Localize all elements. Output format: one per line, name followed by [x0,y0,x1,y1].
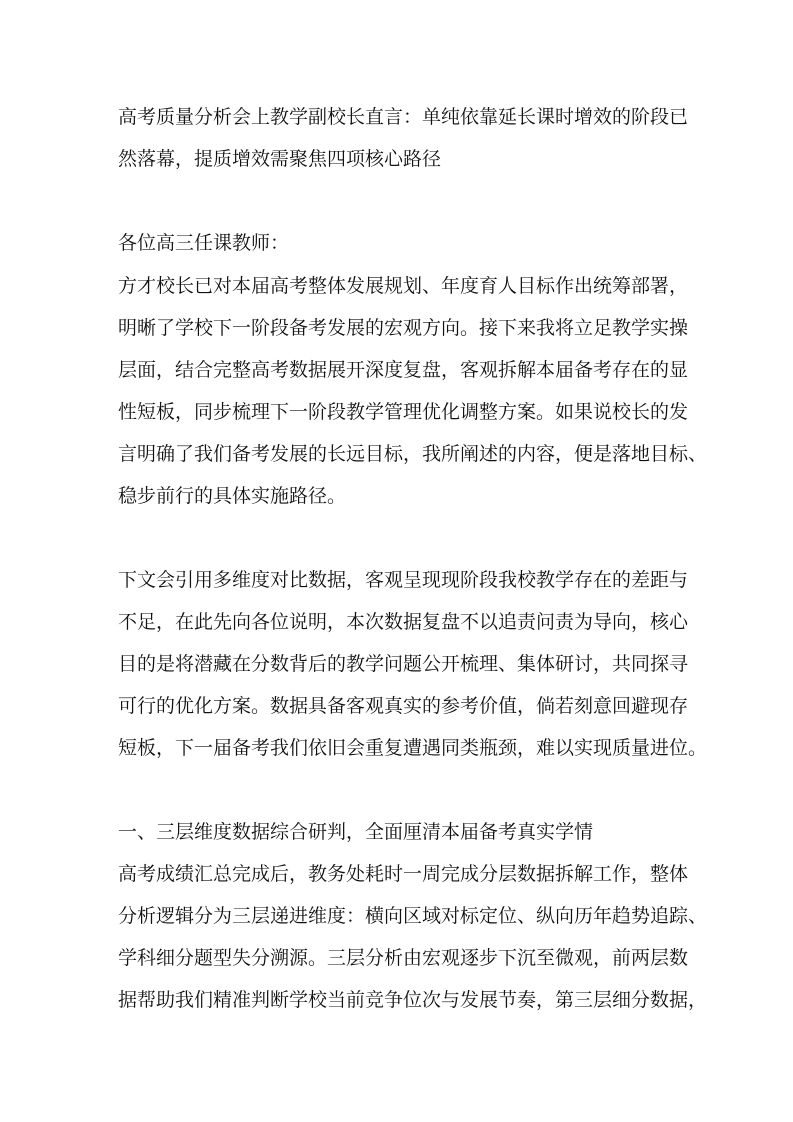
paragraph-2-line-2: 不足，在此先向各位说明，本次数据复盘不以追责问责为导向，核心 [118,611,689,633]
section-1-line-3: 学科细分题型失分溯源。三层分析由宏观逐步下沉至微观，前两层数 [118,947,689,969]
document-title-line-1: 高考质量分析会上教学副校长直言：单纯依靠延长课时增效的阶段已 [118,106,689,128]
section-1-line-2: 分析逻辑分为三层递进维度：横向区域对标定位、纵向历年趋势追踪、 [118,905,708,927]
paragraph-1-line-3: 层面，结合完整高考数据展开深度复盘，客观拆解本届备考存在的显 [118,359,689,381]
section-1-heading: 一、三层维度数据综合研判，全面厘清本届备考真实学情 [118,821,594,843]
salutation: 各位高三任课教师： [118,232,290,254]
paragraph-2-line-1: 下文会引用多维度对比数据，客观呈现现阶段我校教学存在的差距与 [118,569,689,591]
section-1-line-4: 据帮助我们精准判断学校当前竞争位次与发展节奏，第三层细分数据， [118,989,708,1011]
paragraph-1-line-4: 性短板，同步梳理下一阶段教学管理优化调整方案。如果说校长的发 [118,401,689,423]
section-1-line-1: 高考成绩汇总完成后，教务处耗时一周完成分层数据拆解工作，整体 [118,863,689,885]
document-title-line-2: 然落幕，提质增效需聚焦四项核心路径 [118,148,442,170]
paragraph-1-line-1: 方才校长已对本届高考整体发展规划、年度育人目标作出统筹部署， [118,275,689,297]
paragraph-2-line-3: 目的是将潜藏在分数背后的教学问题公开梳理、集体研讨，共同探寻 [118,653,689,675]
paragraph-1-line-2: 明晰了学校下一阶段备考发展的宏观方向。接下来我将立足教学实操 [118,317,689,339]
paragraph-1-line-6: 稳步前行的具体实施路径。 [118,485,347,507]
paragraph-2-line-5: 短板，下一届备考我们依旧会重复遭遇同类瓶颈，难以实现质量进位。 [118,737,708,759]
paragraph-2-line-4: 可行的优化方案。数据具备客观真实的参考价值，倘若刻意回避现存 [118,695,689,717]
paragraph-1-line-5: 言明确了我们备考发展的长远目标，我所阐述的内容，便是落地目标、 [118,443,708,465]
